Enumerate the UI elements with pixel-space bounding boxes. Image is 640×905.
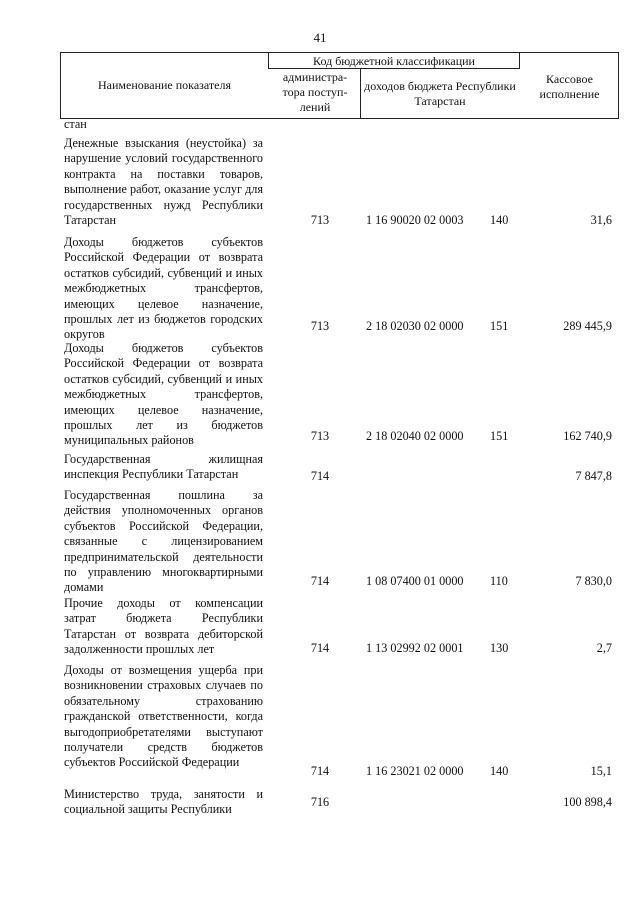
row-admin-code: 714 — [310, 764, 330, 778]
row-name: Прочие доходы от компенсации затрат бюджета Республики Татарстан от возврата дебиторской задолженности прошлых лет — [64, 596, 263, 657]
row-budget-code: 2 18 02040 02 0000 — [366, 429, 464, 443]
row-admin-code: 713 — [310, 429, 330, 443]
row-admin-code: 713 — [310, 213, 330, 227]
header-budget-code-label: Код бюджетной классификации — [313, 54, 475, 68]
row-amount: 100 898,4 — [563, 795, 612, 809]
row-name: Государственная жилищная инспекция Республики Татарстан — [64, 452, 263, 482]
row-name: Доходы бюджетов субъектов Российской Федерации от возврата остатков субсидий, субвенций и иных межбюджетных трансфертов, имеющих целевое назначение, прошлых лет из бюджетов муниципальных районов — [64, 341, 263, 448]
header-income-label: доходов бюджета Республики Татарстан — [364, 79, 516, 108]
row-budget-code: 1 16 23021 02 0000 — [366, 764, 464, 778]
row-admin-code: 716 — [310, 795, 330, 809]
row-name: Государственная пошлина за действия уполномоченных органов субъектов Российской Федерации, связанные с лицензированием предпринимательской деятельности по управлению многоквартирными домами — [64, 488, 263, 595]
row-name: Доходы бюджетов субъектов Российской Федерации от возврата остатков субсидий, субвенций и иных межбюджетных трансфертов, имеющих целевое назначение, прошлых лет из бюджетов городских округов — [64, 235, 263, 342]
header-admin-label: администра-тора поступ-лений — [282, 70, 348, 114]
row-budget-code: 1 13 02992 02 0001 — [366, 641, 464, 655]
row-subcode: 140 — [490, 764, 509, 778]
row-subcode: 151 — [490, 319, 509, 333]
row-subcode: 140 — [490, 213, 509, 227]
row-amount: 7 847,8 — [575, 469, 612, 483]
row-subcode: 110 — [490, 574, 508, 588]
row-subcode: 130 — [490, 641, 509, 655]
row-admin-code: 713 — [310, 319, 330, 333]
row-amount: 289 445,9 — [563, 319, 612, 333]
row-name: Доходы от возмещения ущерба при возникновении страховых случаев по обязательному страхованию гражданской ответственности, когда выгодоприобретателями выступают получатели средств бюджетов субъектов Российской Федерации — [64, 663, 263, 770]
row-amount: 162 740,9 — [563, 429, 612, 443]
row-admin-code: 714 — [310, 469, 330, 483]
continuation-text: стан — [64, 117, 87, 131]
row-amount: 2,7 — [596, 641, 612, 655]
row-budget-code: 1 16 90020 02 0003 — [366, 213, 464, 227]
page-number: 41 — [313, 30, 327, 45]
row-budget-code: 2 18 02030 02 0000 — [366, 319, 464, 333]
header-name-label: Наименование показателя — [98, 78, 231, 92]
header-amount-label: Кассовое исполнение — [539, 72, 600, 101]
row-admin-code: 714 — [310, 574, 330, 588]
row-amount: 7 830,0 — [575, 574, 612, 588]
row-admin-code: 714 — [310, 641, 330, 655]
row-amount: 15,1 — [590, 764, 612, 778]
row-subcode: 151 — [490, 429, 509, 443]
row-name: Денежные взыскания (неустойка) за нарушение условий государственного контракта на поставки товаров, выполнение работ, оказание услуг для государственных нужд Республики Татарстан — [64, 136, 263, 228]
row-budget-code: 1 08 07400 01 0000 — [366, 574, 464, 588]
row-amount: 31,6 — [590, 213, 612, 227]
row-name: Министерство труда, занятости и социальной защиты Республики — [64, 787, 263, 817]
